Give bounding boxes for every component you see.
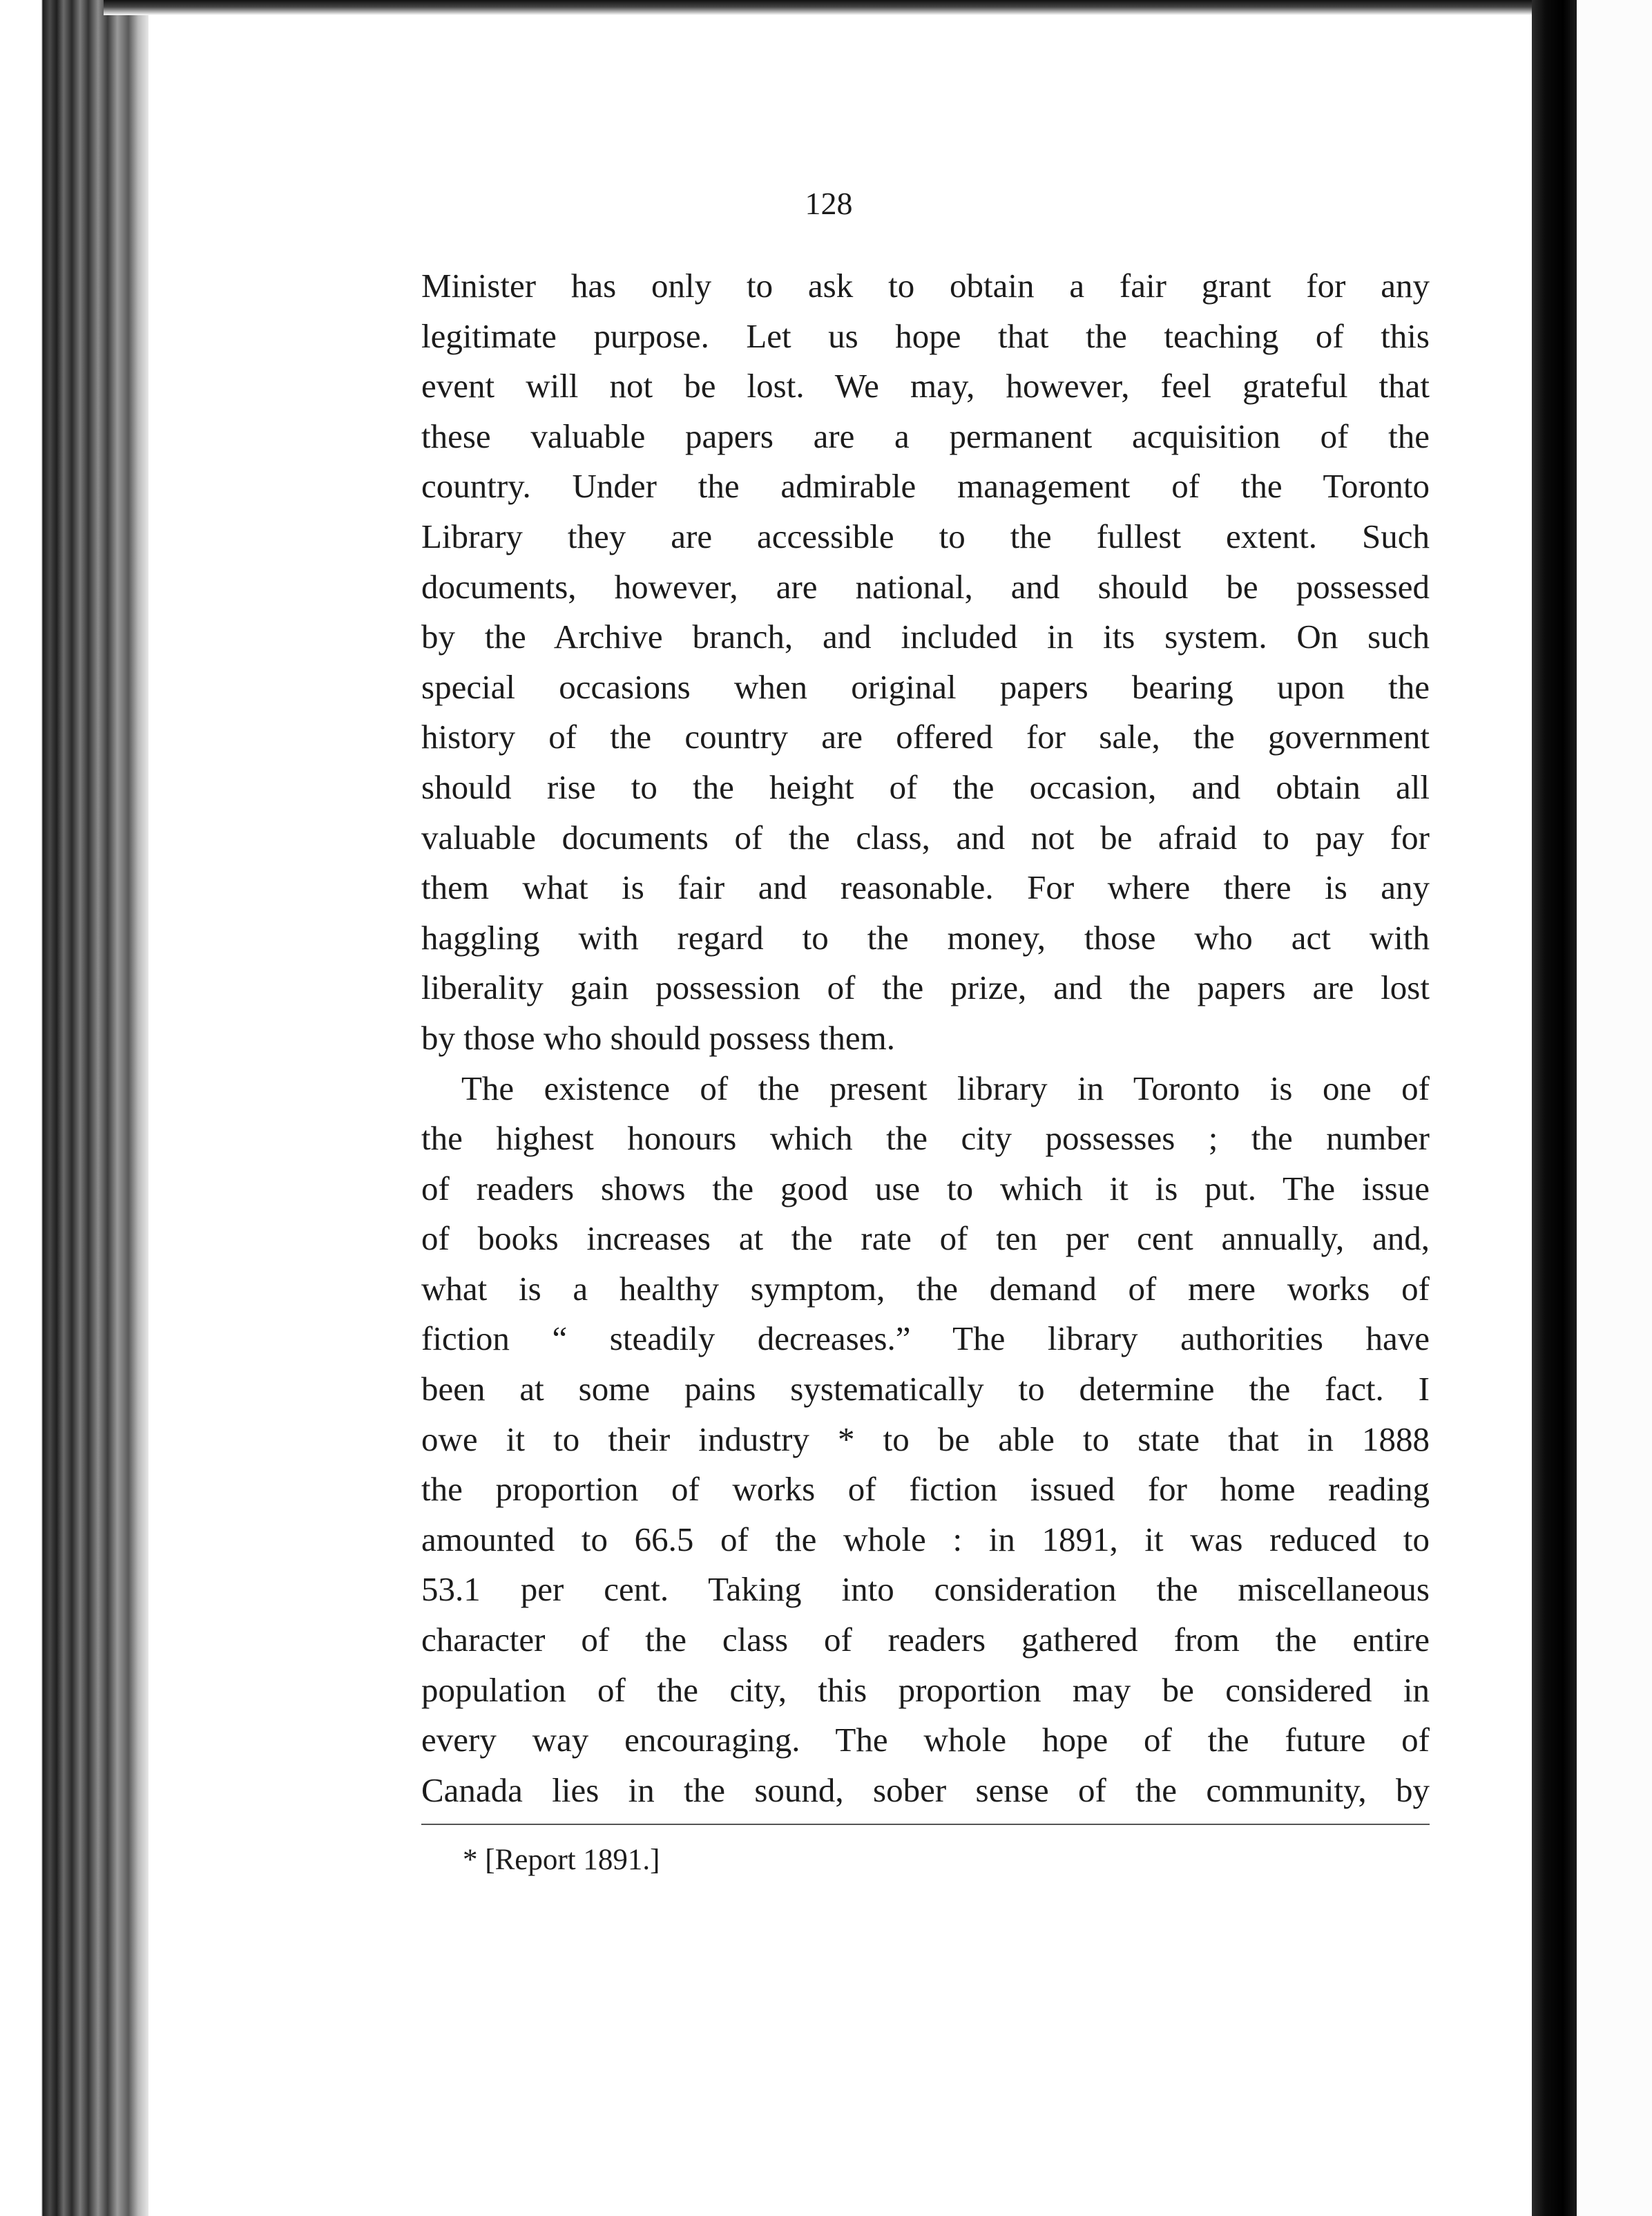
text-line: history of the country are offered for sale, the government xyxy=(421,718,1430,756)
text-line: event will not be lost. We may, however, feel grateful that xyxy=(421,367,1430,405)
text-line: population of the city, this proportion may be considered in xyxy=(421,1670,1430,1709)
text-line: every way encouraging. The whole hope of the future of xyxy=(421,1721,1430,1759)
text-line: owe it to their industry * to be able to state that in 1888 xyxy=(421,1420,1430,1458)
text-line: Canada lies in the sound, sober sense of the community, by xyxy=(421,1770,1430,1809)
text-line: should rise to the height of the occasion, and obtain all xyxy=(421,767,1430,806)
text-line: fiction “ steadily decreases.” The library authorities have xyxy=(421,1319,1430,1358)
text-line: these valuable papers are a permanent acquisition of the xyxy=(421,417,1430,455)
facing-page-margin xyxy=(1577,0,1652,2216)
body-text xyxy=(421,261,1430,1815)
text-line: country. Under the admirable management of the Toronto xyxy=(421,467,1430,506)
text-line: haggling with regard to the money, those who act with xyxy=(421,918,1430,957)
text-line: 53.1 per cent. Taking into consideration the miscellaneous xyxy=(421,1570,1430,1609)
text-line: special occasions when original papers bearing upon the xyxy=(421,667,1430,706)
text-line: liberality gain possession of the prize, and the papers are lost xyxy=(421,968,1430,1007)
book-gutter-edge xyxy=(1532,0,1577,2216)
text-line: the proportion of works of fiction issued for home reading xyxy=(421,1470,1430,1509)
text-line: Minister has only to ask to obtain a fair grant for any xyxy=(421,267,1430,305)
text-line: what is a healthy symptom, the demand of mere works of xyxy=(421,1269,1430,1308)
text-line: by those who should possess them. xyxy=(421,1018,895,1057)
text-line: them what is fair and reasonable. For where there is any xyxy=(421,868,1430,907)
footnote-divider xyxy=(421,1824,1430,1825)
book-binding-edge xyxy=(0,0,148,2216)
text-line: by the Archive branch, and included in its system. On such xyxy=(421,618,1430,656)
text-line: the highest honours which the city possesses ; the number xyxy=(421,1119,1430,1158)
text-line: of readers shows the good use to which it is put. The issue xyxy=(421,1169,1430,1207)
text-line: been at some pains systematically to determine the fact. I xyxy=(421,1370,1430,1408)
text-line: documents, however, are national, and should be possessed xyxy=(421,567,1430,606)
page-number: 128 xyxy=(805,186,853,221)
footnote: * [Report 1891.] xyxy=(463,1844,660,1876)
page-top-edge xyxy=(104,0,1547,15)
text-line: character of the class of readers gathered from the entire xyxy=(421,1621,1430,1659)
paragraph-start-line: The existence of the present library in Toronto is one of xyxy=(461,1069,1430,1107)
text-line: legitimate purpose. Let us hope that the teaching of this xyxy=(421,316,1430,355)
text-line: of books increases at the rate of ten per cent annually, and, xyxy=(421,1219,1430,1258)
text-line: valuable documents of the class, and not be afraid to pay for xyxy=(421,818,1430,857)
text-line: amounted to 66.5 of the whole : in 1891, it was reduced to xyxy=(421,1520,1430,1558)
text-line: Library they are accessible to the fullest extent. Such xyxy=(421,517,1430,555)
